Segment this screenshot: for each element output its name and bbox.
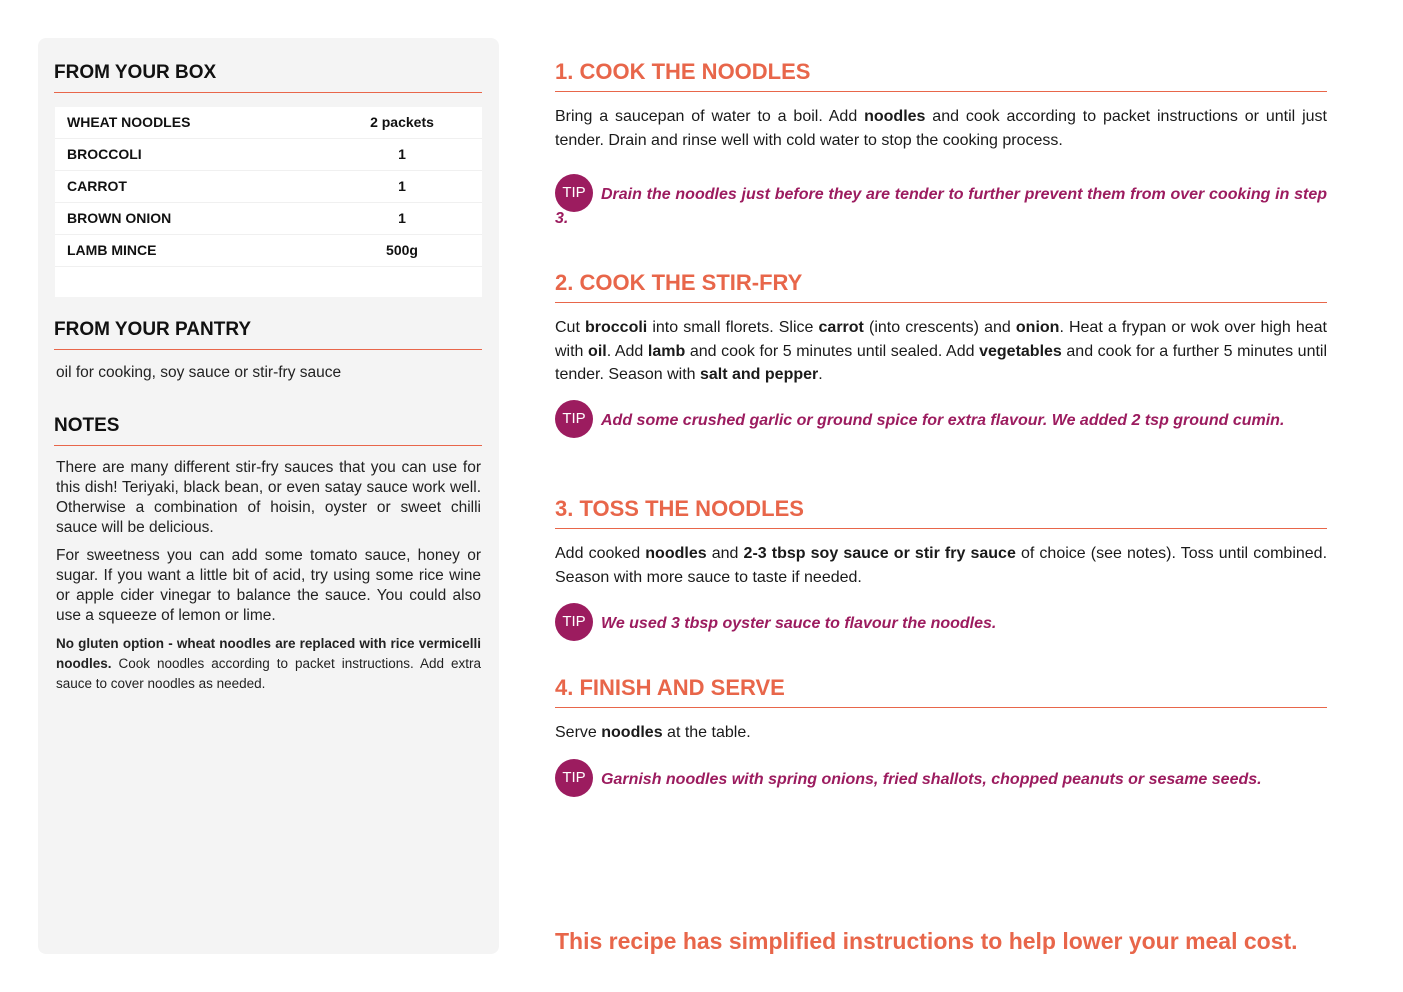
notes-body <box>56 458 481 702</box>
ingredient-name: LAMB MINCE <box>67 242 157 258</box>
tip-badge: TIP <box>555 603 593 641</box>
ingredient-qty: 1 <box>398 178 406 194</box>
notes-gluten-option <box>56 634 481 694</box>
notes-paragraph: For sweetness you can add some tomato sauce, honey or sugar. If you want a little bit of acid, try using some rice wine or apple cider vinegar to balance the sauce. You could also use a squeeze of lemon or lime. <box>56 547 481 624</box>
tip-badge: TIP <box>555 400 593 438</box>
ingredient-name: CARROT <box>67 178 127 194</box>
ingredient-qty: 1 <box>398 146 406 162</box>
ingredient-name: BROCCOLI <box>67 146 142 162</box>
tip <box>555 603 1327 636</box>
tip <box>555 759 1327 792</box>
notes-paragraph: There are many different stir-fry sauces that you can use for this dish! Teriyaki, black bean, or even satay sauce work well. Otherwise a combination of hoisin, oyster or sweet chilli sauce will be delicious. <box>56 459 481 536</box>
footer-note: This recipe has simplified instructions to help lower your meal cost. <box>555 928 1298 954</box>
tip-text <box>555 174 1327 230</box>
step-title: 2. COOK THE STIR-FRY <box>555 270 1327 303</box>
tip-badge: TIP <box>555 174 593 212</box>
ingredient-name: BROWN ONION <box>67 210 172 226</box>
tip-content: Garnish noodles with spring onions, fried shallots, chopped peanuts or sesame seeds. <box>601 771 1262 788</box>
pantry-heading: FROM YOUR PANTRY <box>54 319 482 350</box>
step-text: Serve noodles at the table. <box>555 724 751 741</box>
tip <box>555 400 1327 433</box>
step-title: 3. TOSS THE NOODLES <box>555 496 1327 529</box>
table-row <box>55 107 482 139</box>
table-row <box>55 171 482 203</box>
box-heading: FROM YOUR BOX <box>54 62 482 93</box>
tip-content: Drain the noodles just before they are tender to further prevent them from over cooking in step 3. <box>555 186 1327 227</box>
gluten-option-bold: No gluten option - wheat noodles are replaced with rice vermicelli noodles. <box>56 636 481 671</box>
tip-content: Add some crushed garlic or ground spice for extra flavour. We added 2 tsp ground cumin. <box>601 412 1285 429</box>
table-row <box>55 203 482 235</box>
tip-text <box>555 759 1327 792</box>
step-text: Bring a saucepan of water to a boil. Add noodles and cook according to packet instructions or until just tender. Drain and rinse well with cold water to stop the cooking process. <box>555 108 1327 149</box>
table-row <box>55 235 482 267</box>
tip-text <box>555 400 1327 433</box>
tip-badge: TIP <box>555 759 593 797</box>
ingredient-name: WHEAT NOODLES <box>67 114 191 130</box>
ingredients-panel <box>38 38 499 954</box>
ingredient-qty: 2 packets <box>370 114 434 130</box>
step-title: 4. FINISH AND SERVE <box>555 675 1327 708</box>
ingredient-qty: 500g <box>386 242 418 258</box>
gluten-option-text: Cook noodles according to packet instructions. Add extra sauce to cover noodles as needed. <box>56 656 481 691</box>
notes-heading: NOTES <box>54 415 482 446</box>
step-title: 1. COOK THE NOODLES <box>555 59 1327 92</box>
step-text: Add cooked noodles and 2-3 tbsp soy sauce or stir fry sauce of choice (see notes). Toss until combined. Season with more sauce to taste if needed. <box>555 545 1328 586</box>
tip-content: We used 3 tbsp oyster sauce to flavour the noodles. <box>601 615 997 632</box>
tip <box>555 174 1327 230</box>
tip-text <box>555 603 1327 636</box>
box-ingredients-table <box>55 107 482 297</box>
pantry-items: oil for cooking, soy sauce or stir-fry sauce <box>56 364 342 381</box>
ingredient-qty: 1 <box>398 210 406 226</box>
table-row <box>55 139 482 171</box>
step-text: Cut broccoli into small florets. Slice carrot (into crescents) and onion. Heat a frypan or wok over high heat with oil. Add lamb and cook for 5 minutes until sealed. Add vegetables and cook for a further 5 minutes until tender. Season with salt and pepper. <box>555 319 1328 383</box>
